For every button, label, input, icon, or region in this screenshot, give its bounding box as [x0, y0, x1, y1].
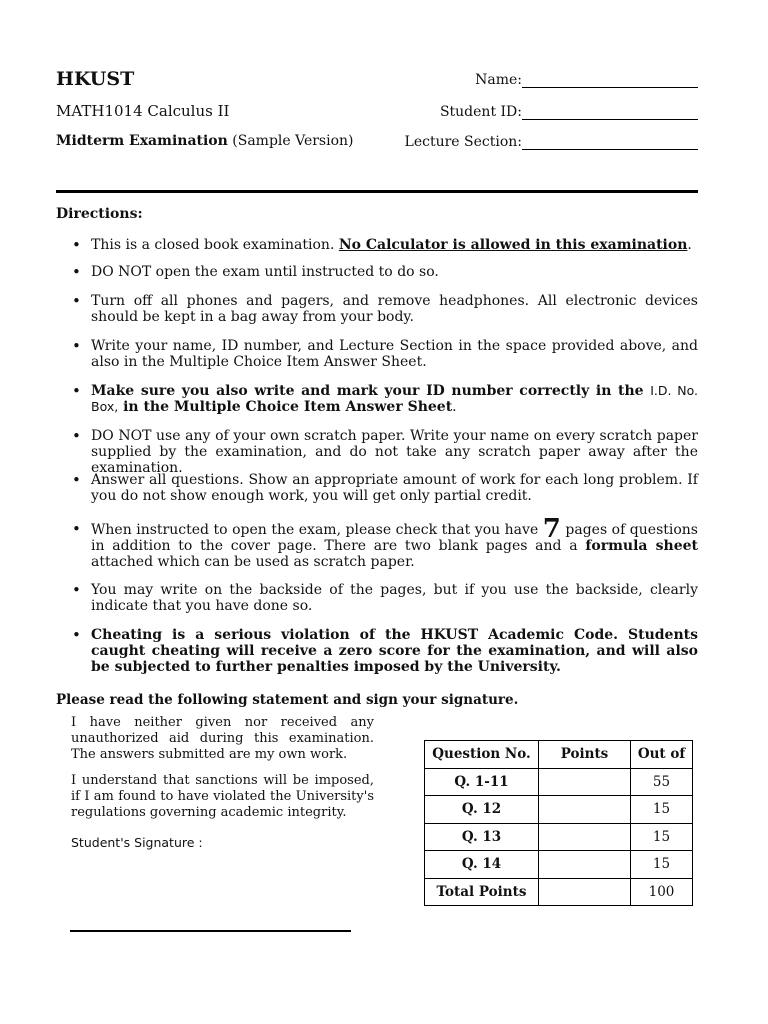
column-header: Question No.: [425, 741, 539, 769]
cheating-warning: Cheating is a serious violation of the HKUST Academic Code. Students caught cheating will receive a zero score for the examination, and will also be subjected to further penalties imposed by the University.: [91, 627, 698, 675]
exam-title-line: [56, 133, 354, 149]
points-cell[interactable]: [539, 823, 631, 851]
student-id-blank[interactable]: [522, 103, 698, 120]
bullet-icon: •: [72, 520, 81, 538]
out-of-cell: 15: [631, 823, 693, 851]
bullet-icon: •: [72, 471, 81, 489]
column-header: Points: [539, 741, 631, 769]
out-of-cell: 100: [631, 878, 693, 906]
points-cell[interactable]: [539, 851, 631, 879]
institution-title: HKUST: [56, 68, 135, 90]
table-row: [425, 878, 693, 906]
lecture-section-label: Lecture Section:: [404, 134, 522, 150]
bullet-icon: •: [72, 337, 81, 355]
signature-label: Student's Signature :: [71, 835, 203, 850]
exam-version: (Sample Version): [232, 133, 354, 149]
no-calculator-notice: No Calculator is allowed in this examination: [338, 237, 688, 253]
course-title: MATH1014 Calculus II: [56, 102, 230, 120]
statement-paragraph-2: I understand that sanctions will be imposed, if I am found to have violated the University's regulations governing academic integrity.: [71, 773, 374, 820]
table-row: [425, 851, 693, 879]
column-header: Out of: [631, 741, 693, 769]
question-cell: Q. 12: [425, 796, 539, 824]
question-cell: Q. 1-11: [425, 768, 539, 796]
table-row: [425, 768, 693, 796]
table-row: [425, 823, 693, 851]
statement-paragraph-1: I have neither given nor received any unauthorized aid during this examination. The answers submitted are my own work.: [71, 715, 374, 762]
out-of-cell: 55: [631, 768, 693, 796]
name-field[interactable]: [440, 71, 698, 88]
statement-heading: Please read the following statement and sign your signature.: [56, 692, 519, 708]
bullet-icon: •: [72, 382, 81, 400]
points-cell[interactable]: [539, 768, 631, 796]
lecture-section-field[interactable]: [400, 133, 698, 150]
directions-heading: Directions:: [56, 206, 143, 222]
student-id-field[interactable]: [420, 103, 698, 120]
bullet-icon: •: [72, 236, 81, 254]
score-table: [424, 740, 693, 906]
student-id-label: Student ID:: [439, 104, 522, 120]
bullet-icon: •: [72, 626, 81, 644]
out-of-cell: 15: [631, 796, 693, 824]
bullet-icon: •: [72, 263, 81, 281]
question-cell: Total Points: [425, 878, 539, 906]
page-count: 7: [542, 514, 561, 544]
question-cell: Q. 14: [425, 851, 539, 879]
name-blank[interactable]: [522, 71, 698, 88]
id-box-label: I.D. No. Box,: [91, 383, 699, 414]
bullet-icon: •: [72, 581, 81, 599]
signature-line[interactable]: [70, 930, 351, 932]
header-divider: [56, 190, 698, 193]
exam-title: Midterm Examination: [56, 133, 228, 149]
table-header-row: [425, 741, 693, 769]
points-cell[interactable]: [539, 878, 631, 906]
out-of-cell: 15: [631, 851, 693, 879]
table-row: [425, 796, 693, 824]
bullet-icon: •: [72, 292, 81, 310]
points-cell[interactable]: [539, 796, 631, 824]
question-cell: Q. 13: [425, 823, 539, 851]
lecture-section-blank[interactable]: [522, 133, 698, 150]
name-label: Name:: [475, 72, 522, 88]
bullet-icon: •: [72, 427, 81, 445]
